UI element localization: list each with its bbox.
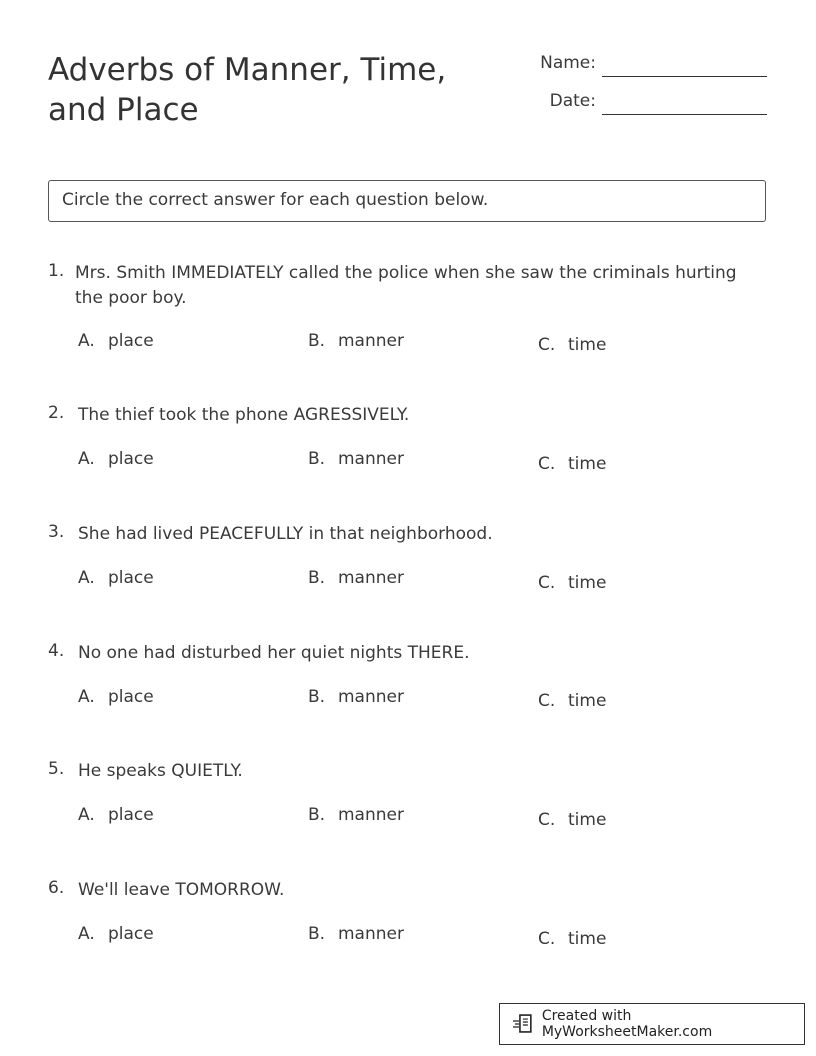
question-text: He speaks QUIETLY.: [78, 761, 243, 781]
option-letter: C.: [538, 691, 556, 711]
option-letter: B.: [308, 805, 326, 825]
date-field[interactable]: [520, 91, 596, 115]
option-text: manner: [338, 805, 404, 825]
instructions-text: Circle the correct answer for each question below.: [62, 190, 489, 210]
option-c[interactable]: [538, 691, 606, 711]
option-letter: C.: [538, 573, 556, 593]
date-label: Date:: [549, 91, 596, 111]
option-letter: A.: [78, 805, 95, 825]
question-text: The thief took the phone AGRESSIVELY.: [78, 405, 410, 425]
option-letter: A.: [78, 449, 95, 469]
date-line[interactable]: [602, 114, 767, 115]
option-c[interactable]: [538, 454, 606, 474]
option-text: place: [108, 687, 154, 707]
question-number: 5.: [48, 759, 65, 779]
name-label: Name:: [540, 53, 596, 73]
option-letter: A.: [78, 924, 95, 944]
name-field[interactable]: [520, 53, 596, 77]
option-a[interactable]: [78, 449, 154, 469]
option-b[interactable]: [308, 924, 404, 944]
option-c[interactable]: [538, 573, 606, 593]
question-number: 2.: [48, 403, 65, 423]
option-text: manner: [338, 924, 404, 944]
question-text: We'll leave TOMORROW.: [78, 880, 285, 900]
question-number: 1.: [48, 261, 65, 281]
option-letter: B.: [308, 331, 326, 351]
option-text: time: [568, 454, 607, 474]
option-b[interactable]: [308, 449, 404, 469]
option-a[interactable]: [78, 805, 154, 825]
option-letter: C.: [538, 454, 556, 474]
question-number: 3.: [48, 522, 65, 542]
option-letter: B.: [308, 687, 326, 707]
option-b[interactable]: [308, 331, 404, 351]
question-text: No one had disturbed her quiet nights THERE.: [78, 643, 470, 663]
worksheet-maker-logo-icon: [512, 1013, 534, 1035]
option-letter: B.: [308, 449, 326, 469]
option-a[interactable]: [78, 687, 154, 707]
question-text: Mrs. Smith IMMEDIATELY called the police when she saw the criminals hurting the poor boy.: [75, 263, 737, 308]
option-text: place: [108, 805, 154, 825]
option-text: time: [568, 335, 607, 355]
option-text: place: [108, 331, 154, 351]
option-a[interactable]: [78, 568, 154, 588]
option-text: manner: [338, 331, 404, 351]
option-text: time: [568, 810, 607, 830]
option-text: time: [568, 929, 607, 949]
instructions-box: [48, 180, 766, 222]
option-text: manner: [338, 687, 404, 707]
option-letter: B.: [308, 924, 326, 944]
option-text: manner: [338, 568, 404, 588]
option-text: place: [108, 568, 154, 588]
option-b[interactable]: [308, 805, 404, 825]
question-number: 6.: [48, 878, 65, 898]
footer-text: Created with MyWorksheetMaker.com: [541, 1008, 713, 1040]
option-letter: C.: [538, 810, 556, 830]
option-text: place: [108, 449, 154, 469]
option-b[interactable]: [308, 568, 404, 588]
question-text: She had lived PEACEFULLY in that neighborhood.: [78, 524, 493, 544]
option-c[interactable]: [538, 810, 606, 830]
option-letter: A.: [78, 568, 95, 588]
name-line[interactable]: [602, 76, 767, 77]
option-letter: B.: [308, 568, 326, 588]
option-c[interactable]: [538, 929, 606, 949]
option-letter: C.: [538, 335, 556, 355]
option-letter: C.: [538, 929, 556, 949]
option-a[interactable]: [78, 924, 154, 944]
option-letter: A.: [78, 687, 95, 707]
option-text: place: [108, 924, 154, 944]
page-title: Adverbs of Manner, Time, and Place: [48, 52, 447, 128]
option-text: manner: [338, 449, 404, 469]
option-text: time: [568, 573, 607, 593]
footer-badge[interactable]: [499, 1003, 805, 1045]
option-b[interactable]: [308, 687, 404, 707]
option-c[interactable]: [538, 335, 606, 355]
option-a[interactable]: [78, 331, 154, 351]
option-letter: A.: [78, 331, 95, 351]
option-text: time: [568, 691, 607, 711]
question-number: 4.: [48, 641, 65, 661]
